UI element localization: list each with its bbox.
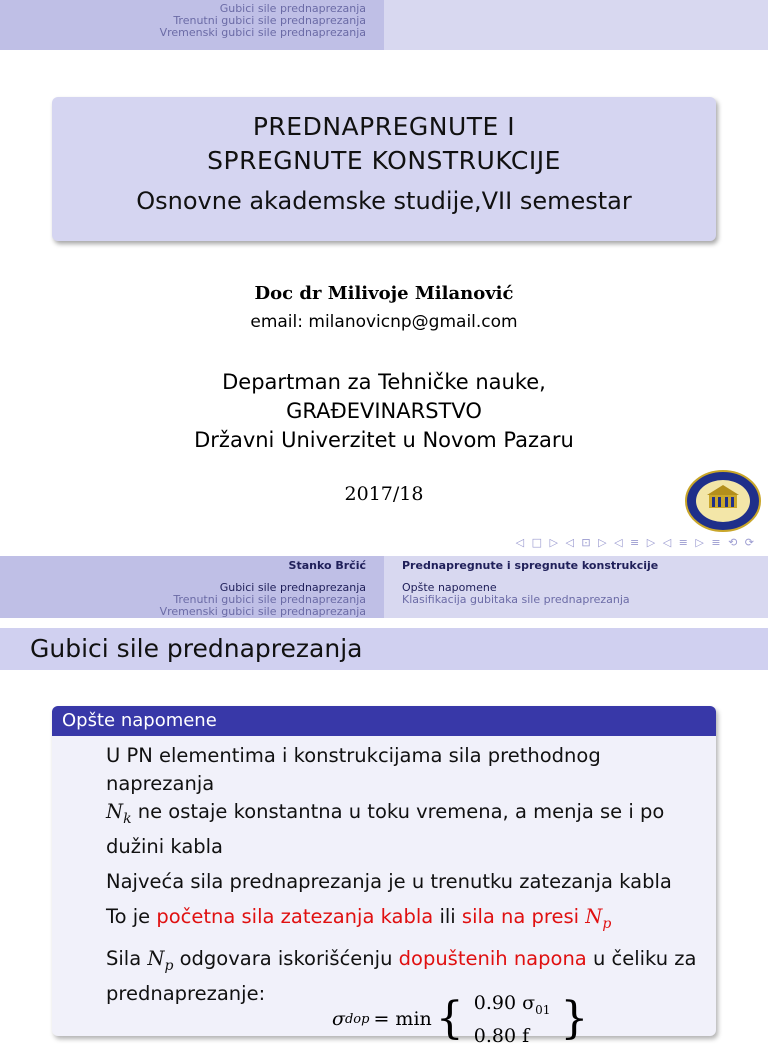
author-email: email: milanovicnp@gmail.com [250,312,518,332]
alert-text: početna sila zatezanja kabla [156,904,434,928]
text: Sila [106,946,148,970]
right-brace-icon: } [560,993,589,1045]
nav-section-link[interactable]: Vremenski gubici sile prednaprezanja [159,26,366,39]
slide1-nav-sections [0,0,384,50]
slide2-nav-sections [0,556,384,618]
institute [0,368,768,455]
author-name: Doc dr Milivoje Milanović [254,283,514,304]
frame-title: Gubici sile prednaprezanja [0,628,768,670]
left-brace-icon: { [435,993,464,1045]
date: 2017/18 [344,483,424,505]
nav-section-link[interactable]: Vremenski gubici sile prednaprezanja [159,605,366,618]
text: odgovara iskorišćenju [173,946,399,970]
alert-text: sila na presi [461,904,586,928]
title-main [52,97,716,178]
university-seal-icon [684,470,762,532]
bullet-item [106,742,702,861]
math-operator: = min [373,1008,432,1031]
content-block [52,706,716,1047]
bullet-item [106,903,702,938]
institute-line-1: Departman za Tehničke nauke, [222,370,546,394]
text: ne ostaje konstantna u toku vremena, a menja se i po [131,800,665,823]
math-symbol: N [147,946,165,970]
slide2-nav-band [0,556,768,618]
subtitle: Osnovne akademske studije,VII semestar [136,187,632,215]
text: U PN elementima i konstrukcijama sila prethodnog naprezanja [106,744,601,795]
text: u čeliku za [586,946,697,970]
title-block [52,97,716,241]
math-symbol: σ [332,1008,345,1031]
formula-row: 0.80 f [473,1024,530,1047]
text: To je [106,904,157,928]
math-symbol: N [106,800,124,823]
text: 0.90 σ [473,992,536,1014]
math-subscript: dop [344,1011,370,1027]
beamer-navigation-symbols[interactable]: ◁ □ ▷ ◁ ⊡ ▷ ◁ ≡ ▷ ◁ ≡ ▷ ≡ ⟲ ⟳ [515,536,756,549]
text: dužini kabla [106,834,224,858]
slide2-nav-subsections [384,556,768,618]
nav-section-link[interactable]: Trenutni gubici sile prednaprezanja [173,14,366,27]
math-symbol: N [585,904,603,928]
institute-line-3: Državni Univerzitet u Novom Pazaru [194,428,574,452]
nav-section-link[interactable]: Trenutni gubici sile prednaprezanja [173,593,366,606]
title-line-1: PREDNAPREGNUTE I [252,112,516,141]
block-body [52,736,716,1008]
formula-row [474,990,551,1023]
math-subscript: p [602,915,612,932]
nav-course-title: Prednapregnute i spregnute konstrukcije [402,559,659,572]
bullet-item: Najveća sila prednaprezanja je u trenutku zatezanja kabla [106,869,672,893]
math-subscript: k [123,810,132,827]
institute-line-2: GRAĐEVINARSTVO [286,399,482,423]
slide1-nav-band [0,0,768,50]
block-title: Opšte napomene [52,706,716,736]
title-line-2: SPREGNUTE KONSTRUKCIJE [207,146,561,175]
nav-section-link[interactable]: Gubici sile prednaprezanja [219,2,366,15]
math-subscript: 01 [535,1002,551,1017]
nav-section-link-current[interactable]: Gubici sile prednaprezanja [219,581,366,594]
slide1-nav-right [384,0,768,50]
text: prednaprezanje: [106,981,266,1005]
math-subscript: p [164,957,174,974]
nav-author: Stanko Brčić [288,559,366,572]
nav-subsection-link-current[interactable]: Opšte napomene [402,581,497,594]
formula [332,990,588,1049]
formula-cases [474,990,551,1049]
nav-subsection-link[interactable]: Klasifikacija gubitaka sile prednaprezanja [402,593,630,606]
alert-text: dopuštenih napona [398,946,587,970]
text: ili [433,904,462,928]
